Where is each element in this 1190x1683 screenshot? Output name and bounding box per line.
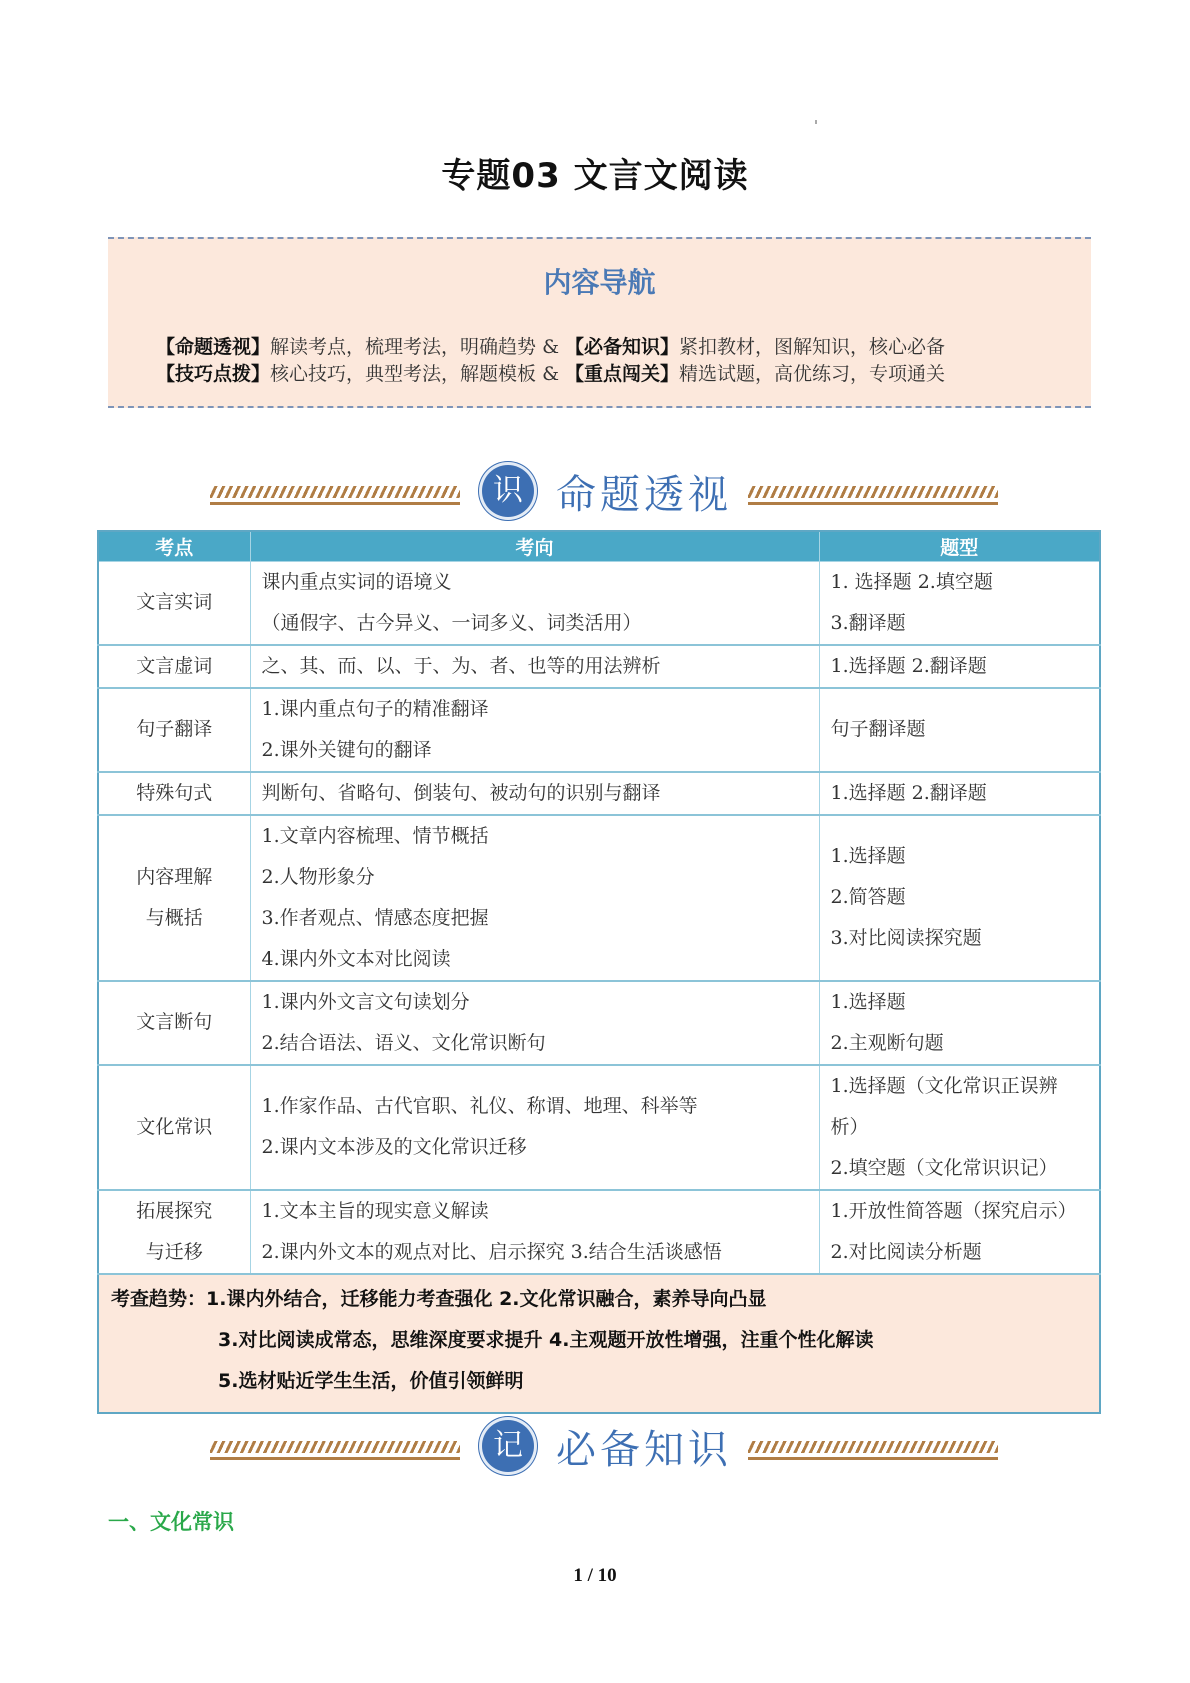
exam-points-table xyxy=(97,530,1101,1414)
cell-text: 1.选择题（文化常识正误辨 xyxy=(830,1074,1058,1097)
header-tixing: 题型 xyxy=(819,531,1100,561)
cell-text: 3.对比阅读探究题 xyxy=(830,927,982,949)
cell-kaodian xyxy=(98,815,250,981)
cell-text: （通假字、古今异义、一词多义、词类活用） xyxy=(261,611,642,634)
section-banner-bibei xyxy=(200,1410,990,1480)
table-header-row xyxy=(98,531,1100,561)
cell-text: 2.课外关键句的翻译 xyxy=(261,738,432,761)
trend-line-1 xyxy=(111,1279,1089,1320)
banner-title: 必备知识 xyxy=(556,1427,732,1473)
cell-kaodian xyxy=(98,1190,250,1274)
cell-text: 文言虚词 xyxy=(136,654,213,677)
cell-tixing xyxy=(819,1065,1100,1190)
decorative-stripe xyxy=(210,486,460,498)
cell-text: 析） xyxy=(830,1115,869,1138)
banner-title: 命题透视 xyxy=(556,472,732,518)
cell-kaoxiang xyxy=(250,1065,819,1190)
nav-tag-jiqiao: 【技巧点拨】 xyxy=(156,363,271,385)
nav-line-2 xyxy=(156,359,1056,386)
cell-text: 1.开放性简答题（探究启示） xyxy=(830,1199,1077,1222)
cell-kaodian xyxy=(98,645,250,688)
cell-kaoxiang xyxy=(250,561,819,645)
cell-kaoxiang xyxy=(250,815,819,981)
cell-text: 1.文本主旨的现实意义解读 xyxy=(261,1199,489,1222)
cell-text: 1.作家作品、古代官职、礼仪、称谓、地理、科举等 xyxy=(261,1095,698,1117)
cell-text: 课内重点实词的语境义 xyxy=(261,570,452,593)
cell-text: 1.选择题 2.翻译题 xyxy=(830,781,987,804)
cell-text: 2.填空题（文化常识识记） xyxy=(830,1156,1058,1179)
decorative-stripe xyxy=(210,1441,460,1453)
cell-kaodian xyxy=(98,561,250,645)
cell-text: 拓展探究 xyxy=(136,1199,213,1222)
decorative-stripe xyxy=(748,1441,998,1453)
nav-line-1 xyxy=(156,332,1056,359)
table-row xyxy=(98,981,1100,1065)
section-banner-mingti xyxy=(200,455,990,525)
cell-text: 与迁移 xyxy=(145,1240,203,1263)
cell-text: 句子翻译 xyxy=(136,718,213,740)
nav-amp: & xyxy=(536,336,566,358)
section-heading: 一、文化常识 xyxy=(108,1510,234,1534)
trend-text: 1.课内外结合，迁移能力考查强化 2.文化常识融合，素养导向凸显 xyxy=(206,1287,767,1310)
header-kaodian: 考点 xyxy=(98,531,250,561)
cell-tixing xyxy=(819,981,1100,1065)
tiny-mark xyxy=(815,120,817,124)
cell-text: 文化常识 xyxy=(136,1115,213,1138)
cell-text: 句子翻译题 xyxy=(830,718,926,740)
decorative-stripe xyxy=(748,486,998,498)
cell-text: 3.翻译题 xyxy=(830,611,906,634)
cell-kaodian xyxy=(98,688,250,772)
nav-tag-mingti: 【命题透视】 xyxy=(156,336,271,358)
cell-text: 与概括 xyxy=(145,906,203,929)
cell-text: 特殊句式 xyxy=(136,781,213,804)
ji-badge-icon: 记 xyxy=(482,1420,534,1472)
cell-text: 2.简答题 xyxy=(830,886,906,908)
cell-text: 1.选择题 xyxy=(830,990,906,1013)
cell-text: 1.选择题 2.翻译题 xyxy=(830,654,987,677)
cell-tixing xyxy=(819,688,1100,772)
table-row xyxy=(98,561,1100,645)
nav-tag-zhongdian: 【重点闯关】 xyxy=(565,363,680,385)
table-row xyxy=(98,1065,1100,1190)
nav-desc-mingti: 解读考点，梳理考法，明确趋势 xyxy=(270,336,537,358)
trend-line-2: 3.对比阅读成常态，思维深度要求提升 4.主观题开放性增强，注重个性化解读 xyxy=(218,1328,874,1351)
nav-desc-bibei: 紧扣教材，图解知识，核心必备 xyxy=(679,336,946,358)
cell-tixing xyxy=(819,1190,1100,1274)
cell-kaodian xyxy=(98,772,250,815)
cell-kaodian xyxy=(98,981,250,1065)
table-row xyxy=(98,688,1100,772)
cell-text: 2.人物形象分 xyxy=(261,865,375,888)
nav-title: 内容导航 xyxy=(543,266,656,299)
trend-row xyxy=(98,1274,1100,1413)
page-number: 1 / 10 xyxy=(573,1565,617,1586)
nav-desc-jiqiao: 核心技巧，典型考法，解题模板 xyxy=(270,363,537,385)
cell-tixing xyxy=(819,815,1100,981)
exam-trend-cell xyxy=(98,1274,1100,1413)
cell-kaodian xyxy=(98,1065,250,1190)
cell-text: 文言断句 xyxy=(136,1011,213,1033)
cell-text: 3.作者观点、情感态度把握 xyxy=(261,906,489,929)
table-row xyxy=(98,815,1100,981)
trend-label: 考查趋势： xyxy=(111,1287,207,1310)
cell-text: 文言实词 xyxy=(136,591,213,613)
nav-amp: & xyxy=(536,363,566,385)
cell-tixing xyxy=(819,645,1100,688)
cell-text: 1. 选择题 2.填空题 xyxy=(830,570,993,593)
cell-text: 1.课内外文言文句读划分 xyxy=(261,990,470,1013)
cell-kaoxiang xyxy=(250,688,819,772)
cell-kaoxiang xyxy=(250,645,819,688)
trend-line-3: 5.选材贴近学生生活，价值引领鲜明 xyxy=(218,1369,524,1392)
cell-text: 判断句、省略句、倒装句、被动句的识别与翻译 xyxy=(261,781,661,804)
cell-text: 2.结合语法、语义、文化常识断句 xyxy=(261,1031,546,1054)
nav-desc-zhongdian: 精选试题，高优练习，专项通关 xyxy=(679,363,946,385)
cell-text: 之、其、而、以、于、为、者、也等的用法辨析 xyxy=(261,654,661,677)
cell-text: 2.主观断句题 xyxy=(830,1031,944,1054)
table-row xyxy=(98,1190,1100,1274)
cell-text: 2.课内文本涉及的文化常识迁移 xyxy=(261,1136,527,1158)
cell-text: 1.课内重点句子的精准翻译 xyxy=(261,697,489,720)
cell-text: 1.文章内容梳理、情节概括 xyxy=(261,824,489,847)
content-navigation-box xyxy=(108,237,1091,408)
cell-tixing xyxy=(819,561,1100,645)
cell-text: 1.选择题 xyxy=(830,845,906,867)
cell-kaoxiang xyxy=(250,772,819,815)
table-row xyxy=(98,772,1100,815)
cell-text: 2.课内外文本的观点对比、启示探究 3.结合生活谈感悟 xyxy=(261,1240,722,1263)
cell-text: 4.课内外文本对比阅读 xyxy=(261,947,451,970)
page-title: 专题03 文言文阅读 xyxy=(441,156,749,196)
cell-text: 内容理解 xyxy=(136,865,213,888)
cell-tixing xyxy=(819,772,1100,815)
cell-kaoxiang xyxy=(250,981,819,1065)
nav-tag-bibei: 【必备知识】 xyxy=(565,336,680,358)
table-row xyxy=(98,645,1100,688)
header-kaoxiang: 考向 xyxy=(250,531,819,561)
shi-badge-icon: 识 xyxy=(482,465,534,517)
cell-text: 2.对比阅读分析题 xyxy=(830,1240,982,1263)
cell-kaoxiang xyxy=(250,1190,819,1274)
